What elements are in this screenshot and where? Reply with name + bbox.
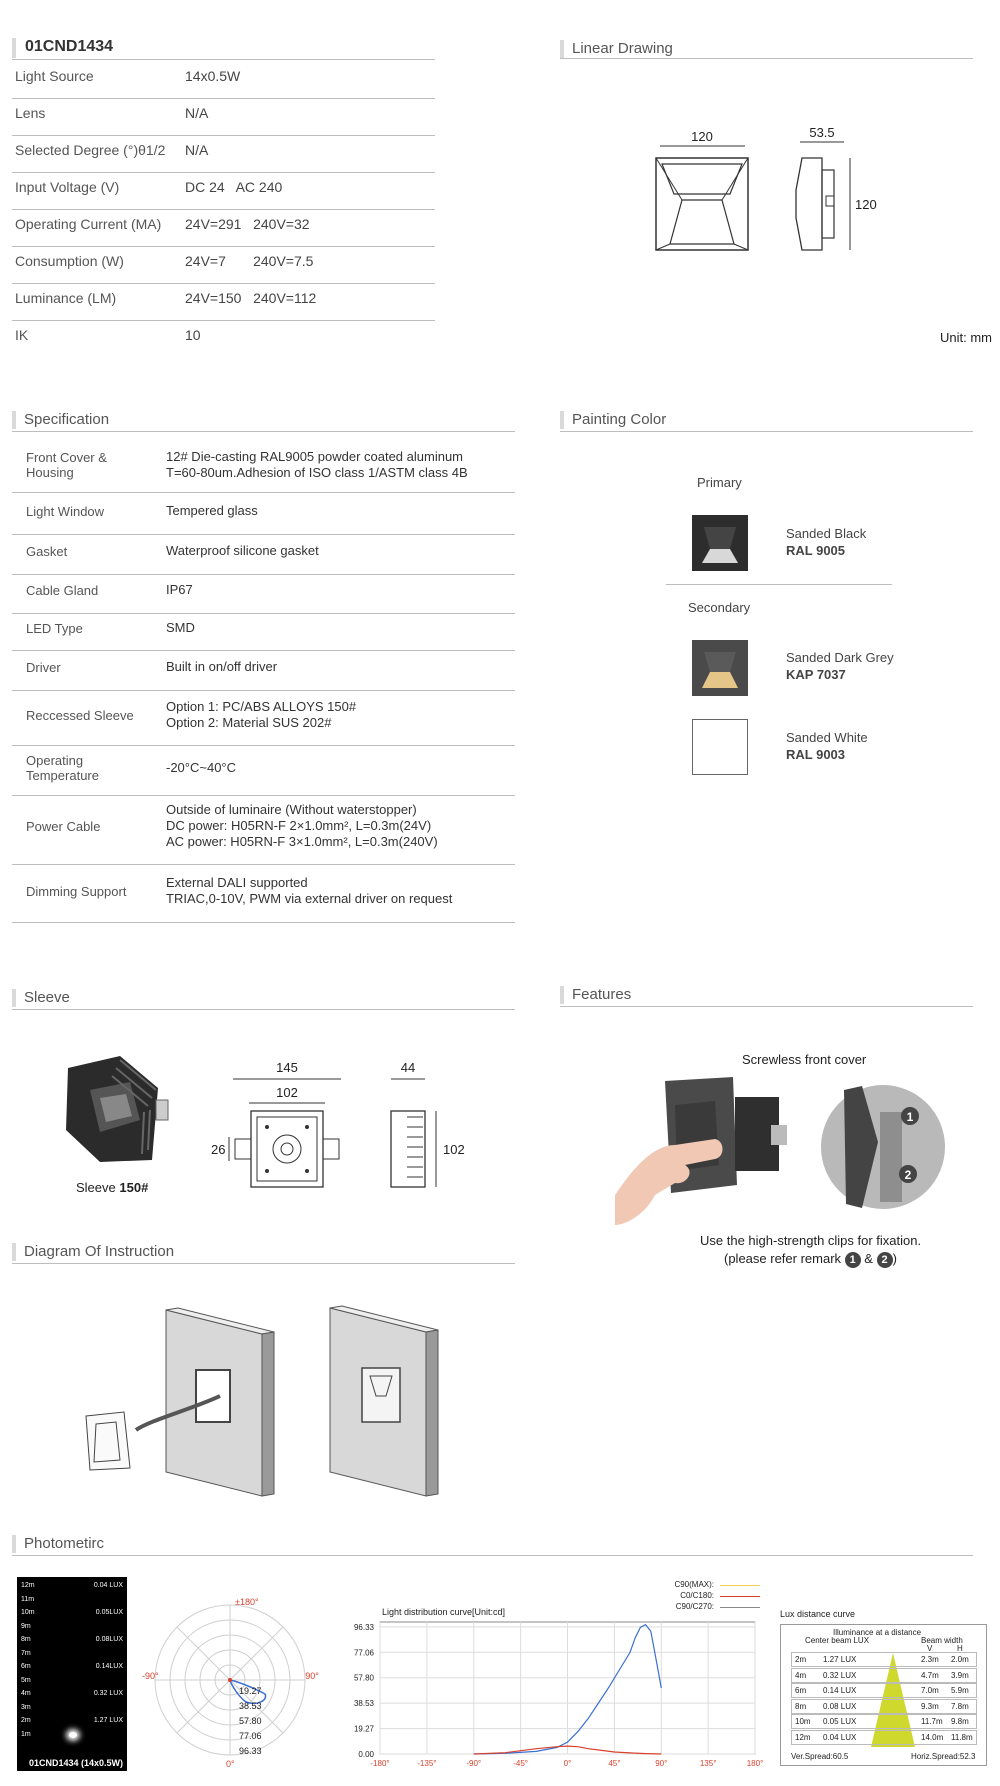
spec-row-value (166, 864, 452, 918)
spec-row-value (166, 648, 277, 686)
lux-row-h: 11.8m (951, 1732, 973, 1742)
divider (12, 1555, 973, 1556)
lux-distance-header: Illuminance at a distance (833, 1628, 922, 1637)
lux-value: 0.08LUX (95, 1636, 123, 1643)
legend-item (640, 1591, 760, 1602)
polar-ring-1: 19.27 (239, 1686, 262, 1696)
spec-row-label: Light Window (26, 503, 105, 519)
lux-light-spot (69, 1732, 77, 1738)
lux-row-border (791, 1730, 977, 1745)
color-swatch-dark-grey (692, 640, 748, 696)
y-tick-label: 0.00 (358, 1750, 374, 1759)
lux-value: 0.14LUX (95, 1663, 123, 1670)
section-title-instruction: Diagram Of Instruction (12, 1243, 174, 1261)
x-tick-label: 180° (746, 1759, 764, 1768)
lux-distance-title: Lux distance curve (780, 1609, 856, 1619)
divider (560, 58, 973, 59)
legend-label: C0/C180: (680, 1591, 714, 1600)
lux-panel-footer: 01CND1434 (14x0.5W) (29, 1758, 124, 1768)
remark-badge-2: 2 (877, 1252, 893, 1268)
polar-ring-2: 38.53 (239, 1701, 262, 1711)
divider (560, 1006, 973, 1007)
col-beam: Beam width (921, 1636, 963, 1645)
remark-close: ) (892, 1251, 897, 1266)
spec-row-value (166, 492, 258, 530)
spec-label: Luminance (LM) (15, 290, 117, 306)
lux-row-distance: 4m (795, 1670, 807, 1680)
lux-panel (17, 1577, 127, 1771)
section-title-specification: Specification (12, 411, 109, 429)
lux-row-distance: 8m (795, 1701, 807, 1711)
legend-swatch (720, 1596, 760, 1597)
product-code: 01CND1434 (25, 38, 114, 55)
col-h: H (957, 1644, 963, 1653)
remark-text: (please refer remark (724, 1251, 842, 1266)
y-tick-label: 77.06 (353, 1648, 374, 1658)
y-tick-label: 19.27 (353, 1724, 374, 1734)
sleeve-caption-prefix: Sleeve (76, 1180, 120, 1195)
spec-row-value (166, 442, 468, 488)
color-code-black: RAL 9005 (786, 543, 846, 558)
spec-row-line: DC power: H05RN-F 2×1.0mm², L=0.3m(24V) (166, 818, 432, 833)
color-code-white: RAL 9003 (786, 747, 846, 762)
spec-label: Operating Current (MA) (15, 216, 162, 232)
lux-row-distance: 6m (795, 1686, 807, 1695)
divider (12, 1263, 515, 1264)
polar-label-bottom: 0° (226, 1759, 235, 1769)
dim-depth: 53.5 (809, 125, 835, 140)
lux-row-center: 0.04 LUX (823, 1732, 857, 1742)
divider (12, 431, 515, 432)
x-tick-label: -135° (417, 1759, 437, 1768)
divider (666, 584, 892, 585)
spec-row-line: SMD (166, 620, 195, 635)
lux-row-center: 0.32 LUX (823, 1670, 857, 1680)
divider (12, 246, 435, 247)
x-tick-label: -90° (466, 1759, 482, 1768)
spec-row-label: Driver (26, 659, 61, 675)
lux-row-border (791, 1652, 977, 1667)
legend-swatch (720, 1585, 760, 1586)
remark-badge-1: 1 (845, 1252, 861, 1268)
spec-row-line: Tempered glass (166, 503, 258, 518)
lux-distance-box (780, 1624, 987, 1766)
sleeve-caption-bold: 150# (119, 1180, 149, 1195)
lux-distance-mark: 4m (21, 1690, 31, 1697)
spec-value: 24V=150 240V=112 (185, 290, 317, 306)
spec-row-line: External DALI supported (166, 875, 308, 890)
spec-value: N/A (185, 105, 209, 121)
light-distribution-chart (340, 1604, 764, 1774)
features-caption-top: Screwless front cover (742, 1052, 867, 1067)
polar-ring-5: 96.33 (239, 1746, 262, 1756)
lux-value: 0.04 LUX (93, 1582, 123, 1589)
spec-row-label: Dimming Support (26, 883, 127, 899)
divider (12, 320, 435, 321)
lux-row-h: 2.0m (951, 1655, 969, 1664)
lux-row-center: 1.27 LUX (823, 1655, 857, 1664)
lux-value: 1.27 LUX (93, 1717, 123, 1724)
spec-row-line: -20°C~40°C (166, 760, 237, 775)
lux-distance-mark: 1m (21, 1730, 31, 1738)
polar-origin (228, 1678, 232, 1682)
spec-row-value (166, 792, 438, 860)
lux-row-distance: 12m (795, 1732, 811, 1742)
lux-distance-mark: 10m (21, 1609, 35, 1616)
sleeve-photo (60, 1050, 180, 1170)
hor-spread: Horiz.Spread:52.3 (911, 1752, 976, 1761)
features-caption-bottom: Use the high-strength clips for fixation. (700, 1233, 922, 1248)
spec-label: Consumption (W) (15, 253, 124, 269)
chart-title: Light distribution curve[Unit:cd] (382, 1607, 506, 1617)
color-code-dark-grey: KAP 7037 (786, 667, 846, 682)
spec-row-label: Cable Gland (26, 582, 99, 598)
polar-label-top: ±180° (235, 1597, 259, 1607)
x-tick-label: -45° (513, 1759, 529, 1768)
y-tick-label: 38.53 (353, 1699, 374, 1709)
section-title-photometric: Photometirc (12, 1535, 104, 1553)
dim-height: 120 (855, 197, 877, 212)
lux-row-v: 9.3m (921, 1701, 939, 1711)
sleeve-caption (76, 1180, 148, 1195)
divider (12, 283, 435, 284)
features-photo-hand (615, 1075, 795, 1225)
dim-height: 102 (443, 1142, 465, 1157)
section-title-sleeve: Sleeve (12, 989, 70, 1007)
dim-depth: 44 (400, 1060, 416, 1075)
lux-row-h: 9.8m (951, 1717, 969, 1726)
dim-inner: 102 (276, 1085, 298, 1100)
divider (12, 172, 435, 173)
linear-drawing (650, 120, 910, 260)
lux-row-border (791, 1699, 977, 1714)
lux-distance-mark: 11m (21, 1595, 35, 1603)
product-code-bar (12, 38, 436, 58)
luminaire-icon (692, 515, 748, 571)
spec-row-line: T=60-80um.Adhesion of ISO class 1/ASTM class 4B (166, 465, 468, 480)
legend-label: C90/C270: (675, 1602, 714, 1611)
lux-row-center: 0.14 LUX (823, 1686, 857, 1695)
lux-row-distance: 2m (795, 1655, 807, 1664)
spec-row-label: Power Cable (26, 818, 101, 834)
spec-value: 14x0.5W (185, 68, 241, 84)
spec-value: 10 (185, 327, 201, 343)
lux-row-v: 2.3m (921, 1655, 939, 1664)
lux-distance-mark: 12m (21, 1582, 35, 1589)
spec-value: 24V=7 240V=7.5 (185, 253, 314, 269)
legend-label: C90(MAX): (674, 1580, 714, 1589)
lux-row-v: 4.7m (921, 1670, 939, 1680)
color-swatch-black (692, 515, 748, 571)
color-name-dark-grey: Sanded Dark Grey (786, 650, 894, 665)
section-title-features: Features (560, 986, 631, 1004)
divider (12, 98, 435, 99)
divider (12, 59, 435, 60)
divider (12, 209, 435, 210)
polar-label-right: 90° (305, 1671, 319, 1681)
lux-distance-mark: 7m (21, 1649, 31, 1657)
spec-row-line: TRIAC,0-10V, PWM via external driver on request (166, 891, 453, 906)
lux-distance-mark: 8m (21, 1636, 31, 1643)
spec-row-label: Front Cover & Housing (26, 450, 107, 480)
divider (12, 135, 435, 136)
spec-row-line: Outside of luminaire (Without waterstopper) (166, 802, 417, 817)
lux-value: 0.32 LUX (93, 1690, 123, 1697)
x-tick-label: 45° (608, 1759, 621, 1768)
x-tick-label: 90° (655, 1759, 668, 1768)
spec-row-line: Built in on/off driver (166, 659, 278, 674)
polar-label-left: -90° (142, 1671, 159, 1681)
spec-value: N/A (185, 142, 209, 158)
instruction-diagram (80, 1300, 460, 1500)
lux-row-border (791, 1714, 977, 1729)
dim-width: 120 (691, 129, 713, 144)
y-tick-label: 57.80 (353, 1673, 374, 1683)
spec-row-value (166, 571, 193, 609)
badge-clip-1-text: 1 (906, 1110, 914, 1124)
spec-row-line: Option 2: Material SUS 202# (166, 715, 332, 730)
lux-row-h: 7.8m (951, 1701, 969, 1711)
dim-outer: 145 (276, 1060, 298, 1075)
features-photo-clips (818, 1082, 948, 1212)
spec-value: 24V=291 240V=32 (185, 216, 310, 232)
lux-row-h: 3.9m (951, 1670, 969, 1680)
remark-and: & (864, 1251, 873, 1266)
secondary-label: Secondary (688, 600, 751, 615)
lux-row-h: 5.9m (951, 1686, 969, 1695)
color-name-black: Sanded Black (786, 526, 867, 541)
spec-row-label: LED Type (26, 620, 83, 636)
x-tick-label: -180° (370, 1759, 390, 1768)
divider (12, 1009, 515, 1010)
spec-row-value (166, 745, 236, 791)
badge-clip-2-text: 2 (904, 1168, 912, 1182)
primary-label: Primary (697, 475, 742, 490)
spec-row-line: Waterproof silicone gasket (166, 543, 319, 558)
spec-row-line: AC power: H05RN-F 3×1.0mm², L=0.3m(240V) (166, 834, 438, 849)
legend-item (640, 1580, 760, 1591)
spec-label: Lens (15, 105, 46, 121)
ver-spread: Ver.Spread:60.5 (791, 1752, 849, 1761)
polar-ring-3: 57.80 (239, 1716, 262, 1726)
side-view (796, 158, 822, 250)
lux-row-v: 11.7m (921, 1717, 943, 1726)
col-center: Center beam LUX (805, 1636, 870, 1645)
spec-row-value (166, 532, 319, 570)
y-tick-label: 96.33 (353, 1622, 374, 1632)
lux-distance-mark: 3m (21, 1703, 31, 1711)
luminaire-icon (692, 640, 748, 696)
unit-label: Unit: mm (940, 330, 992, 345)
dim-side: 26 (211, 1142, 226, 1157)
spec-label: Selected Degree (°)θ1/2 (15, 142, 166, 158)
lux-row-distance: 10m (795, 1717, 811, 1726)
spec-label: Light Source (15, 68, 94, 84)
divider (560, 431, 973, 432)
lux-row-center: 0.05 LUX (823, 1717, 857, 1726)
x-tick-label: 0° (563, 1759, 572, 1768)
front-view (656, 158, 748, 250)
spec-row-label: Reccessed Sleeve (26, 707, 134, 723)
lux-row-v: 14.0m (921, 1732, 944, 1742)
spec-label: Input Voltage (V) (15, 179, 120, 195)
spec-label: IK (15, 327, 29, 343)
lux-row-border (791, 1683, 977, 1698)
spec-value: DC 24 AC 240 (185, 179, 283, 195)
section-title-linear-drawing: Linear Drawing (560, 40, 673, 58)
lux-row-v: 7.0m (921, 1686, 939, 1695)
lux-distance-mark: 9m (21, 1622, 31, 1630)
spec-row-label: Gasket (26, 543, 68, 559)
col-v: V (927, 1644, 933, 1653)
lux-distance-mark: 2m (21, 1717, 31, 1724)
spec-row-value (166, 610, 195, 646)
sleeve-drawing (195, 1055, 475, 1195)
lux-row-center: 0.08 LUX (823, 1701, 857, 1711)
lux-value: 0.05LUX (95, 1609, 123, 1616)
color-swatch-white (692, 719, 748, 775)
x-tick-label: 135° (699, 1759, 717, 1768)
polar-diagram (140, 1590, 320, 1770)
section-title-painting-color: Painting Color (560, 411, 666, 429)
spec-row-line: 12# Die-casting RAL9005 powder coated aluminum (166, 449, 464, 464)
color-name-white: Sanded White (786, 730, 868, 745)
spec-row-value (166, 689, 356, 741)
lux-distance-mark: 6m (21, 1663, 31, 1670)
lux-row-border (791, 1668, 977, 1683)
lux-distance-mark: 5m (21, 1676, 31, 1684)
divider (12, 922, 515, 923)
features-caption-remark (724, 1251, 897, 1268)
spec-row-label: Operating Temperature (26, 753, 99, 783)
spec-row-line: IP67 (166, 582, 193, 597)
spec-row-line: Option 1: PC/ABS ALLOYS 150# (166, 699, 357, 714)
polar-ring-4: 77.06 (239, 1731, 262, 1741)
